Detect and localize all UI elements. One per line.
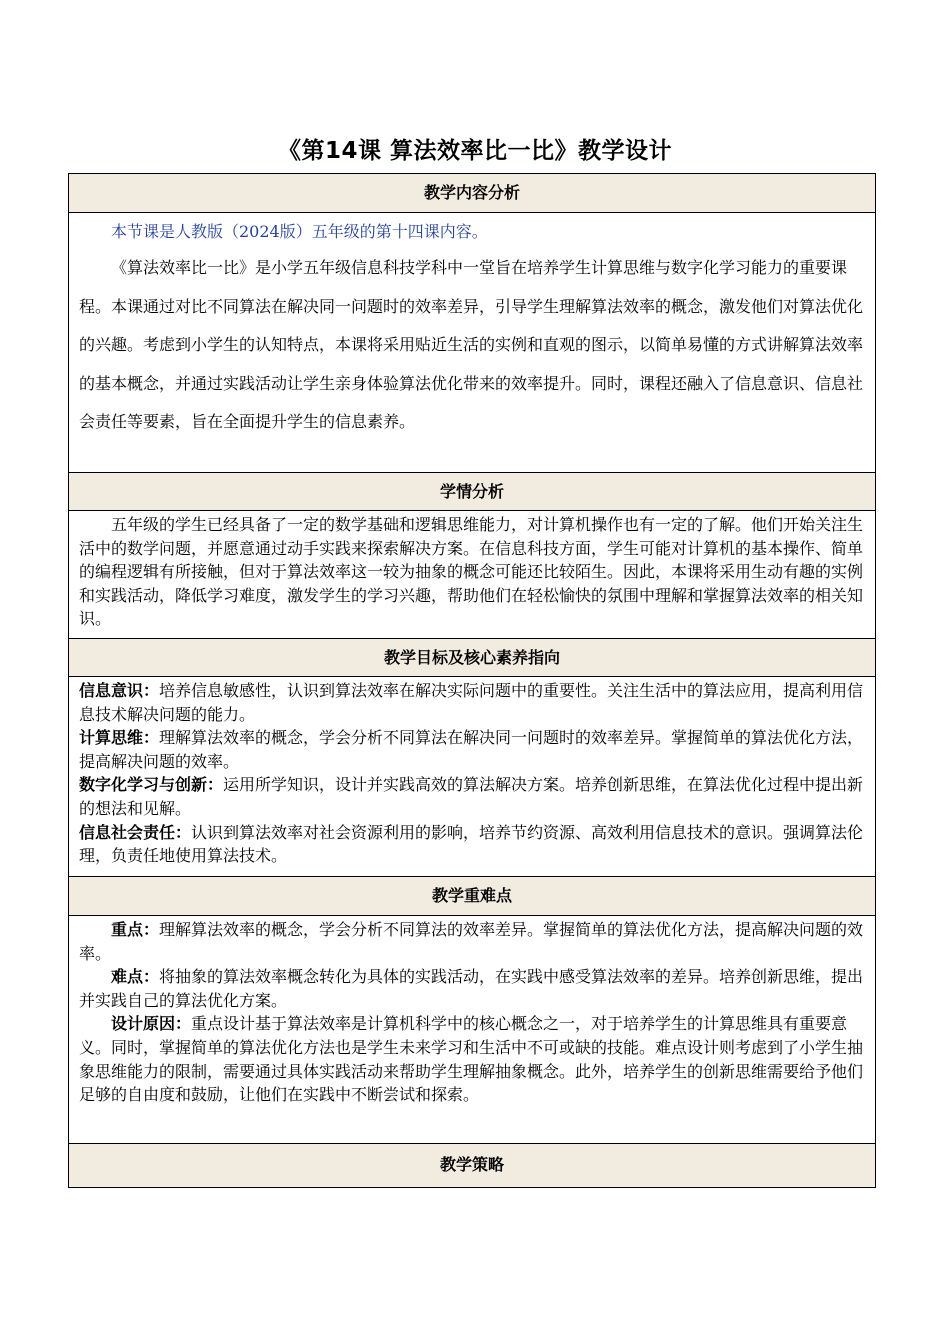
section-header-key-points: 教学重难点 (69, 877, 875, 916)
goal-label: 信息社会责任： (79, 822, 192, 842)
section-body-key-points (69, 916, 875, 1144)
keypoint-text: 将抽象的算法效率概念转化为具体的实践活动，在实践中感受算法效率的差异。培养创新思维，提出并实践自己的算法优化方案。 (79, 967, 864, 1010)
keypoint-label: 重点： (111, 920, 160, 939)
goal-text: 理解算法效率的概念，学会分析不同算法在解决同一问题时的效率差异。掌握简单的算法优化方法，提高解决问题的效率。 (79, 728, 864, 771)
section-header-learner-analysis: 学情分析 (69, 473, 875, 511)
goal-item (79, 821, 865, 868)
lesson-plan-table (68, 173, 876, 1188)
content-intro: 本节课是人教版（2024版）五年级的第十四课内容。 (111, 222, 488, 241)
goal-label: 计算思维： (79, 728, 160, 748)
goal-item (79, 773, 865, 820)
keypoint-text: 理解算法效率的概念，学会分析不同算法的效率差异。掌握简单的算法优化方法，提高解决问题的效率。 (79, 920, 864, 963)
goal-text: 运用所学知识，设计并实践高效的算法解决方案。培养创新思维，在算法优化过程中提出新的想法和见解。 (79, 775, 864, 818)
section-header-strategy: 教学策略 (69, 1144, 875, 1187)
section-header-content-analysis: 教学内容分析 (69, 174, 875, 213)
learner-body: 五年级的学生已经具备了一定的数学基础和逻辑思维能力，对计算机操作也有一定的了解。他们开始关注生活中的数学问题，并愿意通过动手实践来探索解决方案。在信息科技方面，学生可能对计算机的基本操作、简单的编程逻辑有所接触，但对于算法效率这一较为抽象的概念可能还比较陌生。因此，本课将采用生动有趣的实例和实践活动，降低学习难度，激发学生的学习兴趣，帮助他们在轻松愉快的氛围中理解和掌握算法效率的相关知识。 (79, 515, 864, 629)
section-body-goals (69, 677, 875, 877)
content-body: 《算法效率比一比》是小学五年级信息科技学科中一堂旨在培养学生计算思维与数字化学习能力的重要课程。本课通过对比不同算法在解决同一问题时的效率差异，引导学生理解算法效率的概念，激发他们对算法优化的兴趣。考虑到小学生的认知特点，本课将采用贴近生活的实例和直观的图示，以简单易懂的方式讲解算法效率的基本概念，并通过实践活动让学生亲身体验算法优化带来的效率提升。同时，课程还融入了信息意识、信息社会责任等要素，旨在全面提升学生的信息素养。 (79, 258, 864, 432)
keypoint-label: 难点： (111, 967, 160, 987)
keypoint-item (79, 965, 865, 1012)
keypoint-item (79, 918, 865, 965)
keypoint-text: 重点设计基于算法效率是计算机科学中的核心概念之一，对于培养学生的计算思维具有重要意义。同时，掌握简单的算法优化方法也是学生未来学习和生活中不可或缺的技能。难点设计则考虑到了小学生抽象思维能力的限制，需要通过具体实践活动来帮助学生理解抽象概念。此外，培养学生的创新思维需要给予他们足够的自由度和鼓励，让他们在实践中不断尝试和探索。 (79, 1014, 864, 1105)
section-body-content-analysis (69, 213, 875, 473)
goal-item (79, 679, 865, 726)
keypoint-item (79, 1012, 865, 1106)
goal-text: 认识到算法效率对社会资源利用的影响，培养节约资源、高效利用信息技术的意识。强调算法伦理，负责任地使用算法技术。 (79, 822, 864, 866)
goal-label: 数字化学习与创新： (79, 775, 224, 795)
section-header-goals: 教学目标及核心素养指向 (69, 639, 875, 677)
keypoint-label: 设计原因： (111, 1014, 192, 1034)
section-body-learner-analysis (69, 511, 875, 639)
document-title: 《第14课 算法效率比一比》教学设计 (277, 138, 672, 164)
goal-item (79, 726, 865, 773)
goal-text: 培养信息敏感性，认识到算法效率在解决实际问题中的重要性。关注生活中的算法应用，提高利用信息技术解决问题的能力。 (79, 681, 864, 724)
goal-label: 信息意识： (79, 681, 160, 700)
